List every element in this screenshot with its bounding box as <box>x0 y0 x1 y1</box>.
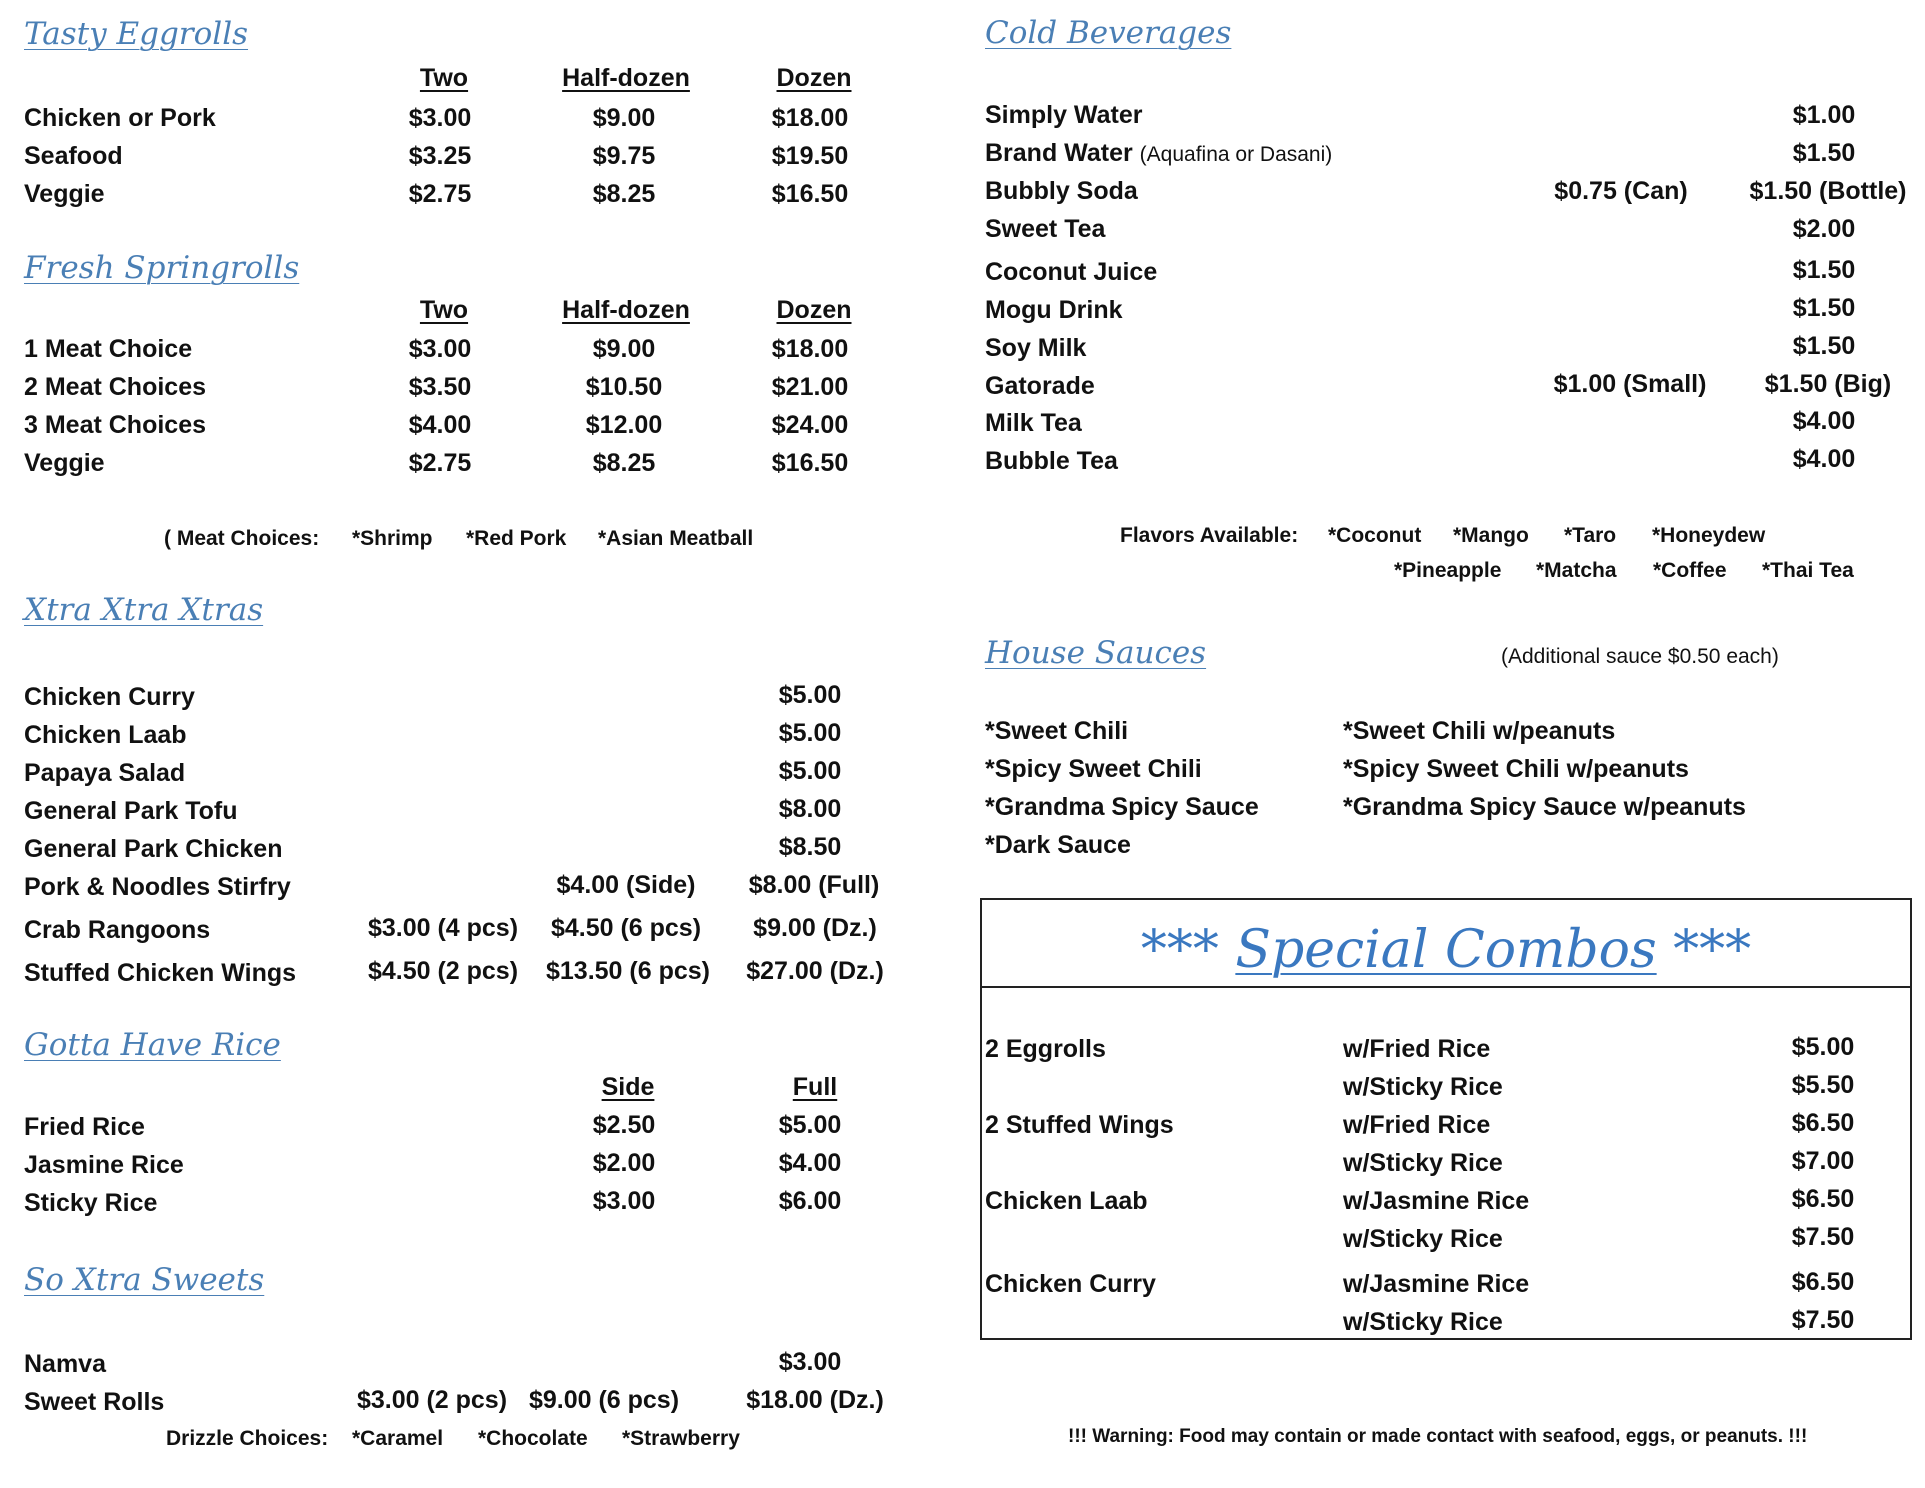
rice-price-side: $2.00 <box>592 1149 656 1177</box>
meat-choices-label: ( Meat Choices: <box>164 527 320 550</box>
flavor: *Honeydew <box>1652 524 1766 547</box>
sweet-item-name: Sweet Rolls <box>24 1388 165 1416</box>
extra-item-name: Chicken Laab <box>24 721 187 749</box>
eggroll-price-two: $2.75 <box>408 180 472 208</box>
beverage-name: Bubbly Soda <box>985 177 1138 205</box>
extra-price: $5.00 <box>778 757 842 785</box>
springroll-price-two: $4.00 <box>408 411 472 439</box>
flavor: *Coconut <box>1328 524 1422 547</box>
springroll-price-dozen: $16.50 <box>771 449 849 477</box>
sauce-item: *Spicy Sweet Chili <box>985 755 1202 783</box>
rice-item-name: Sticky Rice <box>24 1189 158 1217</box>
combo-item-name: Chicken Laab <box>985 1187 1148 1215</box>
extras-title: Xtra Xtra Xtras <box>24 592 264 628</box>
flavor: *Thai Tea <box>1762 559 1854 582</box>
eggrolls-header-half: Half-dozen <box>562 64 690 92</box>
springroll-price-two: $3.50 <box>408 373 472 401</box>
rice-item-name: Jasmine Rice <box>24 1151 184 1179</box>
rice-header-full: Full <box>792 1073 838 1101</box>
sauce-item: *Grandma Spicy Sauce w/peanuts <box>1343 793 1746 821</box>
meat-choice: *Asian Meatball <box>598 527 754 550</box>
eggroll-price-half: $9.75 <box>592 142 656 170</box>
sauce-item: *Grandma Spicy Sauce <box>985 793 1259 821</box>
eggroll-price-dozen: $19.50 <box>771 142 849 170</box>
combo-side: w/Sticky Rice <box>1343 1308 1503 1336</box>
sweets-title: So Xtra Sweets <box>24 1262 265 1298</box>
extra-item-name: General Park Tofu <box>24 797 238 825</box>
eggrolls-title: Tasty Eggrolls <box>24 16 249 52</box>
flavor: *Coffee <box>1653 559 1727 582</box>
extra-price-first: $4.50 (2 pcs) <box>367 957 519 985</box>
beverage-name <box>985 139 1332 168</box>
rice-price-full: $4.00 <box>778 1149 842 1177</box>
combo-side: w/Sticky Rice <box>1343 1225 1503 1253</box>
beverage-name: Milk Tea <box>985 409 1082 437</box>
springroll-price-two: $3.00 <box>408 335 472 363</box>
flavors-label: Flavors Available: <box>1120 524 1299 547</box>
beverage-price: $2.00 <box>1792 215 1856 243</box>
springroll-item-name: 3 Meat Choices <box>24 411 207 439</box>
beverage-name: Soy Milk <box>985 334 1087 362</box>
combo-side: w/Sticky Rice <box>1343 1149 1503 1177</box>
extra-price: $8.00 (Full) <box>748 871 880 899</box>
drizzle-choice: *Chocolate <box>478 1427 588 1450</box>
drizzle-choice: *Strawberry <box>622 1427 740 1450</box>
sweet-price: $3.00 <box>778 1348 842 1376</box>
beverage-price: $1.50 (Bottle) <box>1749 177 1907 205</box>
extra-price: $5.00 <box>778 719 842 747</box>
sauces-title: House Sauces <box>985 635 1207 671</box>
combo-side: w/Jasmine Rice <box>1343 1270 1530 1298</box>
flavor: *Matcha <box>1536 559 1617 582</box>
combo-item-name: 2 Stuffed Wings <box>985 1111 1174 1139</box>
combo-side: w/Sticky Rice <box>1343 1073 1503 1101</box>
combos-stars-right: *** <box>1673 920 1752 980</box>
springroll-price-half: $8.25 <box>592 449 656 477</box>
rice-price-full: $6.00 <box>778 1187 842 1215</box>
springroll-item-name: 2 Meat Choices <box>24 373 207 401</box>
rice-item-name: Fried Rice <box>24 1113 145 1141</box>
beverage-name: Sweet Tea <box>985 215 1106 243</box>
combos-divider <box>982 986 1910 988</box>
springroll-price-dozen: $18.00 <box>771 335 849 363</box>
extra-price: $8.00 <box>778 795 842 823</box>
flavor: *Mango <box>1453 524 1529 547</box>
meat-choice: *Red Pork <box>466 527 567 550</box>
springroll-item-name: 1 Meat Choice <box>24 335 193 363</box>
extra-item-name: Crab Rangoons <box>24 916 211 944</box>
springrolls-header-half: Half-dozen <box>562 296 690 324</box>
sauce-item: *Sweet Chili <box>985 717 1129 745</box>
sauce-item: *Sweet Chili w/peanuts <box>1343 717 1616 745</box>
extra-price-mid: $4.00 (Side) <box>556 871 696 899</box>
eggrolls-header-dozen: Dozen <box>776 64 852 92</box>
rice-title: Gotta Have Rice <box>24 1027 281 1063</box>
beverage-price: $1.50 (Big) <box>1764 370 1892 398</box>
extra-item-name: Stuffed Chicken Wings <box>24 959 297 987</box>
allergen-warning: !!! Warning: Food may contain or made contact with seafood, eggs, or peanuts. !!! <box>1068 1426 1808 1447</box>
extra-price: $27.00 (Dz.) <box>746 957 884 985</box>
beverage-price: $4.00 <box>1792 445 1856 473</box>
combo-side: w/Fried Rice <box>1343 1111 1491 1139</box>
beverage-price: $1.50 <box>1792 139 1856 167</box>
sauce-item: *Dark Sauce <box>985 831 1131 859</box>
beverage-note: (Aquafina or Dasani) <box>1139 143 1333 166</box>
beverage-price: $1.50 <box>1792 256 1856 284</box>
extra-price: $9.00 (Dz.) <box>753 914 877 942</box>
extra-price-mid: $4.50 (6 pcs) <box>550 914 702 942</box>
sauces-note: (Additional sauce $0.50 each) <box>1501 645 1779 668</box>
eggroll-item-name: Veggie <box>24 180 105 208</box>
combo-item-name: 2 Eggrolls <box>985 1035 1106 1063</box>
sweet-item-name: Namva <box>24 1350 106 1378</box>
rice-header-side: Side <box>601 1073 655 1101</box>
rice-price-side: $2.50 <box>592 1111 656 1139</box>
extra-item-name: Chicken Curry <box>24 683 195 711</box>
beverage-name: Bubble Tea <box>985 447 1118 475</box>
beverage-price: $4.00 <box>1792 407 1856 435</box>
extra-price: $5.00 <box>778 681 842 709</box>
beverage-name: Coconut Juice <box>985 258 1158 286</box>
combo-price: $5.50 <box>1791 1071 1855 1099</box>
beverage-name: Gatorade <box>985 372 1095 400</box>
sweet-price-mid: $9.00 (6 pcs) <box>528 1386 680 1414</box>
springrolls-header-dozen: Dozen <box>776 296 852 324</box>
combo-item-name: Chicken Curry <box>985 1270 1156 1298</box>
combo-side: w/Fried Rice <box>1343 1035 1491 1063</box>
springroll-price-half: $12.00 <box>585 411 663 439</box>
eggroll-price-half: $8.25 <box>592 180 656 208</box>
extra-price-first: $3.00 (4 pcs) <box>367 914 519 942</box>
springrolls-title: Fresh Springrolls <box>24 250 300 286</box>
extra-item-name: General Park Chicken <box>24 835 283 863</box>
eggrolls-header-two: Two <box>419 64 469 92</box>
beverage-name-text: Brand Water <box>985 139 1133 167</box>
eggroll-price-two: $3.25 <box>408 142 472 170</box>
combo-price: $7.50 <box>1791 1223 1855 1251</box>
combo-price: $7.50 <box>1791 1306 1855 1334</box>
extra-item-name: Papaya Salad <box>24 759 186 787</box>
extra-price: $8.50 <box>778 833 842 861</box>
eggroll-item-name: Chicken or Pork <box>24 104 216 132</box>
combo-price: $6.50 <box>1791 1268 1855 1296</box>
beverage-price: $1.00 <box>1792 101 1856 129</box>
rice-price-full: $5.00 <box>778 1111 842 1139</box>
rice-price-side: $3.00 <box>592 1187 656 1215</box>
combos-title <box>1141 920 1751 980</box>
combos-title-text: Special Combos <box>1235 920 1657 980</box>
drizzle-label: Drizzle Choices: <box>166 1427 329 1450</box>
combos-stars-left: *** <box>1140 920 1219 980</box>
combo-side: w/Jasmine Rice <box>1343 1187 1530 1215</box>
beverage-price: $1.50 <box>1792 294 1856 322</box>
eggroll-item-name: Seafood <box>24 142 123 170</box>
extra-item-name: Pork & Noodles Stirfry <box>24 873 291 901</box>
beverage-name: Simply Water <box>985 101 1143 129</box>
beverage-price: $1.50 <box>1792 332 1856 360</box>
springroll-price-half: $9.00 <box>592 335 656 363</box>
springroll-price-dozen: $21.00 <box>771 373 849 401</box>
beverage-price-small: $1.00 (Small) <box>1553 370 1707 398</box>
extra-price-mid: $13.50 (6 pcs) <box>546 957 710 985</box>
flavor: *Taro <box>1564 524 1617 547</box>
eggroll-price-dozen: $18.00 <box>771 104 849 132</box>
springrolls-header-two: Two <box>419 296 469 324</box>
beverage-name: Mogu Drink <box>985 296 1123 324</box>
eggroll-price-dozen: $16.50 <box>771 180 849 208</box>
sweet-price-first: $3.00 (2 pcs) <box>356 1386 508 1414</box>
springroll-price-two: $2.75 <box>408 449 472 477</box>
eggroll-price-half: $9.00 <box>592 104 656 132</box>
meat-choice: *Shrimp <box>352 527 433 550</box>
combo-price: $6.50 <box>1791 1185 1855 1213</box>
beverages-title: Cold Beverages <box>985 15 1232 51</box>
sauce-item: *Spicy Sweet Chili w/peanuts <box>1343 755 1689 783</box>
combo-price: $7.00 <box>1791 1147 1855 1175</box>
eggroll-price-two: $3.00 <box>408 104 472 132</box>
combo-price: $6.50 <box>1791 1109 1855 1137</box>
beverage-price-small: $0.75 (Can) <box>1554 177 1688 205</box>
springroll-price-dozen: $24.00 <box>771 411 849 439</box>
flavor: *Pineapple <box>1394 559 1502 582</box>
drizzle-choice: *Caramel <box>352 1427 444 1450</box>
combo-price: $5.00 <box>1791 1033 1855 1061</box>
springroll-item-name: Veggie <box>24 449 105 477</box>
springroll-price-half: $10.50 <box>585 373 663 401</box>
sweet-price: $18.00 (Dz.) <box>746 1386 884 1414</box>
